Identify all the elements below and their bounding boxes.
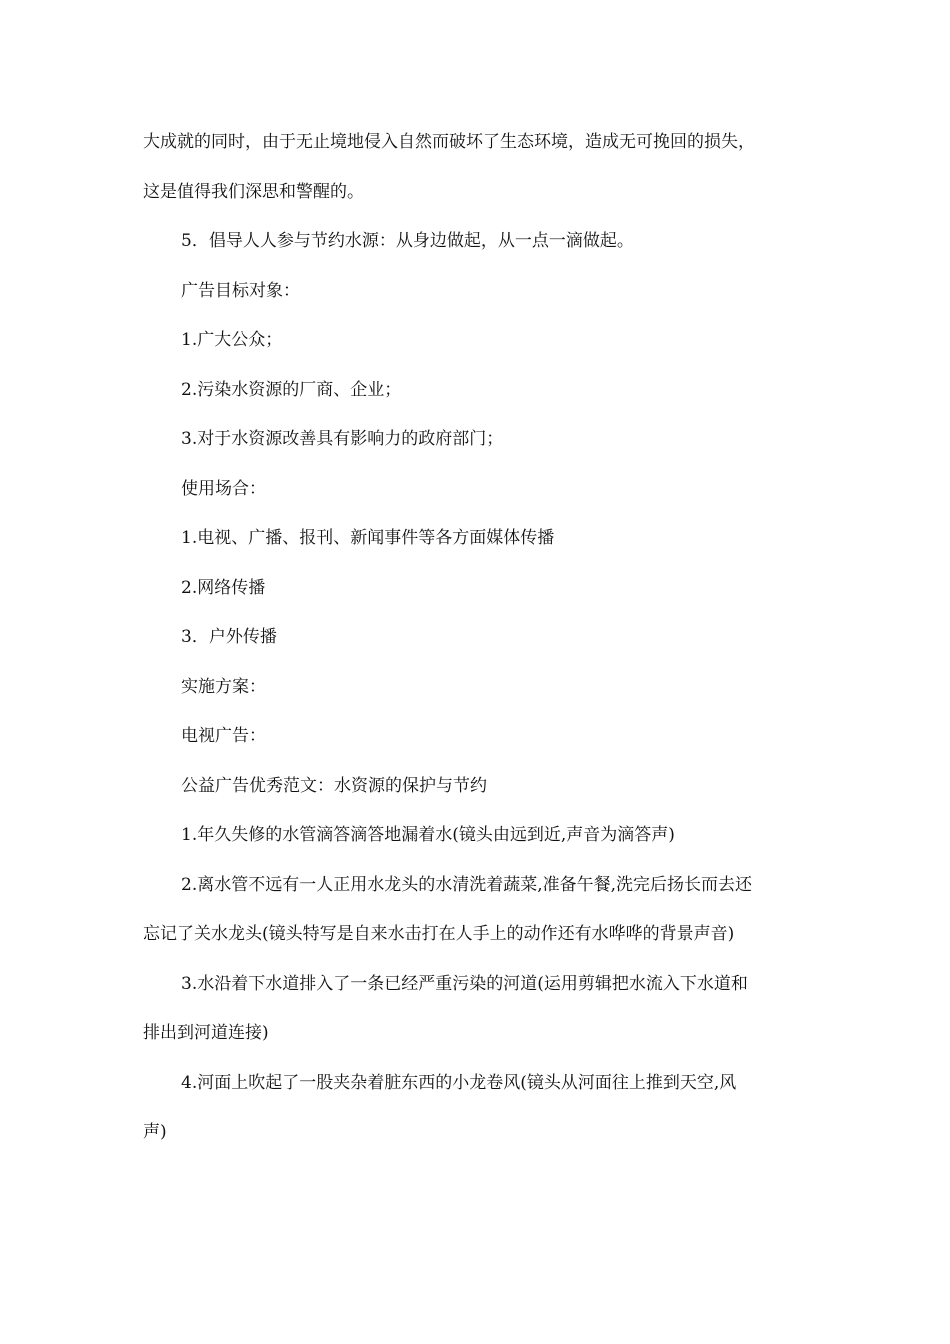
list-item: 3．户外传播 [181,627,277,647]
document-body [143,118,811,1158]
paragraph-line: 5．倡导人人参与节约水源：从身边做起，从一点一滴做起。 [181,231,634,251]
list-item-continuation: 忘记了关水龙头(镜头特写是自来水击打在人手上的动作还有水哗哗的背景声音) [143,924,735,944]
list-item: 1.电视、广播、报刊、新闻事件等各方面媒体传播 [181,528,555,548]
list-item: 3.水沿着下水道排入了一条已经严重污染的河道(运用剪辑把水流入下水道和 [181,973,748,994]
list-item: 1.广大公众； [181,330,283,350]
list-item-continuation: 排出到河道连接) [143,1023,269,1043]
section-heading: 实施方案： [181,676,266,697]
section-heading: 电视广告： [181,726,266,746]
list-item: 3.对于水资源改善具有影响力的政府部门； [181,429,504,449]
list-item: 1.年久失修的水管滴答滴答地漏着水(镜头由远到近,声音为滴答声) [181,825,675,845]
list-item: 2.污染水资源的厂商、企业； [181,379,402,400]
list-item: 2.离水管不远有一人正用水龙头的水清洗着蔬菜,准备午餐,洗完后扬长而去还 [181,874,753,895]
section-heading: 公益广告优秀范文：水资源的保护与节约 [181,775,487,796]
list-item: 2.网络传播 [181,577,266,598]
paragraph-line: 大成就的同时，由于无止境地侵入自然而破坏了生态环境，造成无可挽回的损失， [143,132,755,152]
section-heading: 广告目标对象： [181,280,300,301]
list-item-continuation: 声) [143,1122,167,1142]
section-heading: 使用场合： [181,478,266,499]
paragraph-line: 这是值得我们深思和警醒的。 [143,181,364,202]
list-item: 4.河面上吹起了一股夹杂着脏东西的小龙卷风(镜头从河面往上推到天空,风 [181,1072,737,1093]
